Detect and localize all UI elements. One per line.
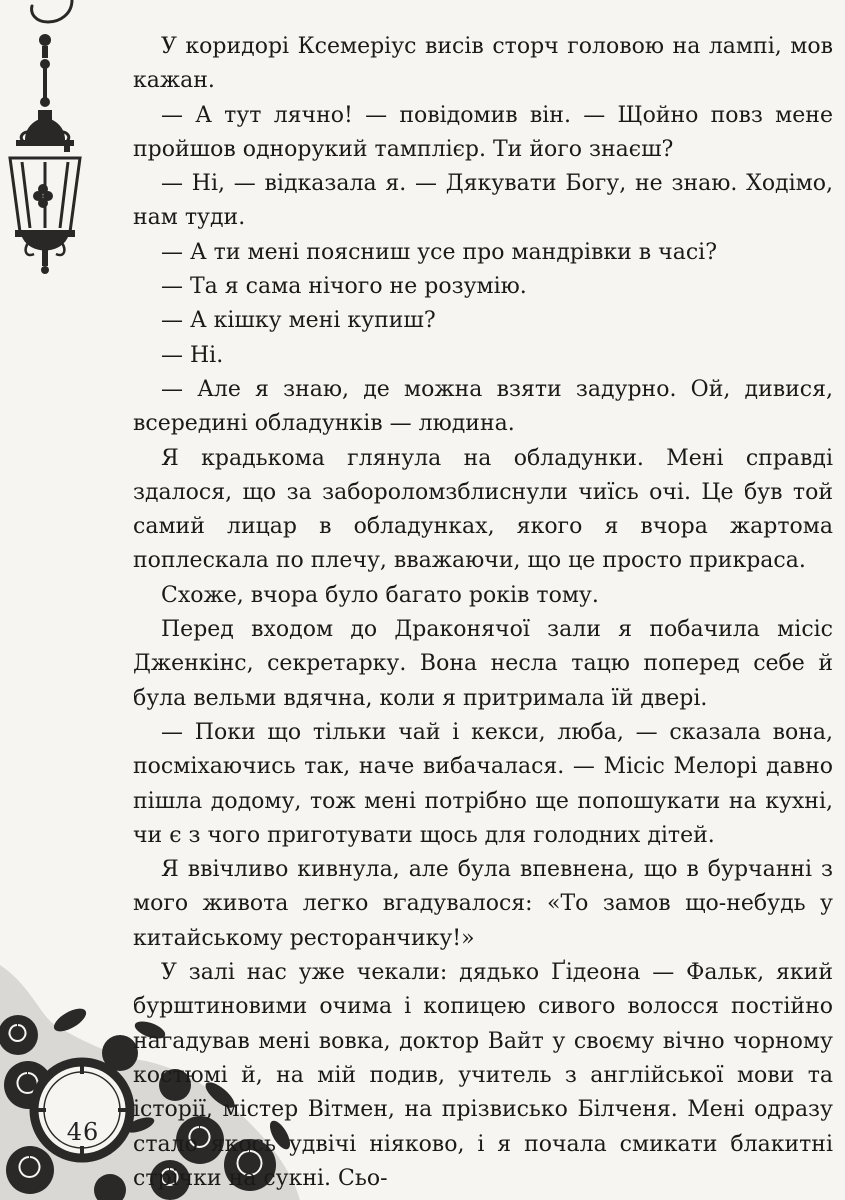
paragraph: Я ввічливо кивнула, але була впевнена, що в бурчанні з мого живота легко вгадувалося: «То замов що-небудь у китайському ресторанчику!» <box>133 857 833 951</box>
paragraph: — Поки що тільки чай і кекси, люба, — сказала вона, посміхаючись так, наче вибачалася. — Місіс Мелорі давно пішла додому, тож мені потрібно ще попошукати на кухні, чи є з чого приготувати щось для голодних дітей. <box>133 719 833 848</box>
paragraph: — А ти мені поясниш усе про мандрівки в часі? <box>161 239 717 265</box>
paragraph: Перед входом до Драконячої зали я побачила місіс Дженкінс, секретарку. Вона несла тацю поперед себе й була вельми вдячна, коли я притримала їй двері. <box>133 617 833 711</box>
paragraph: У коридорі Ксемеріус висів сторч головою на лампі, мов кажан. <box>133 34 833 94</box>
paragraph: — А тут лячно! — повідомив він. — Щойно повз мене пройшов однорукий тамплієр. Ти його знаєш? <box>133 102 833 162</box>
paragraph: Схоже, вчора було багато років тому. <box>161 582 599 608</box>
paragraph: — Ні, — відказала я. — Дякувати Богу, не знаю. Ходімо, нам туди. <box>133 171 833 231</box>
paragraph: — Ні. <box>161 342 224 368</box>
paragraph: Я крадькома глянула на обладунки. Мені справді здалося, що за забороломзблиснули чиїсь очі. Це був той самий лицар в обладунках, якого я вчора жартома поплескала по плечу, вважаючи, що це просто прикраса. <box>133 445 833 574</box>
lantern-icon <box>0 0 90 285</box>
body-text <box>133 30 833 1196</box>
paragraph: — Але я знаю, де можна взяти задурно. Ой, дивися, всередині обладунків — людина. <box>133 376 833 437</box>
paragraph: — А кішку мені купиш? <box>161 308 436 334</box>
paragraph: — Та я сама нічого не розумію. <box>161 274 527 300</box>
page-number: 46 <box>66 1118 100 1146</box>
paragraph: У залі нас уже чекали: дядько Ґідеона — Фальк, який бурштиновими очима і копицею сивого волосся постійно нагадував мені вовка, доктор Вайт у своєму вічно чорному костюмі й, на мій подив, учитель з англійської мови та історії, містер Вітмен, на прізвисько Білченя. Мені одразу стало якось удвічі ніяково, і я почала смикати блакитні стрічки на сукні. Сьо- <box>133 960 833 1191</box>
